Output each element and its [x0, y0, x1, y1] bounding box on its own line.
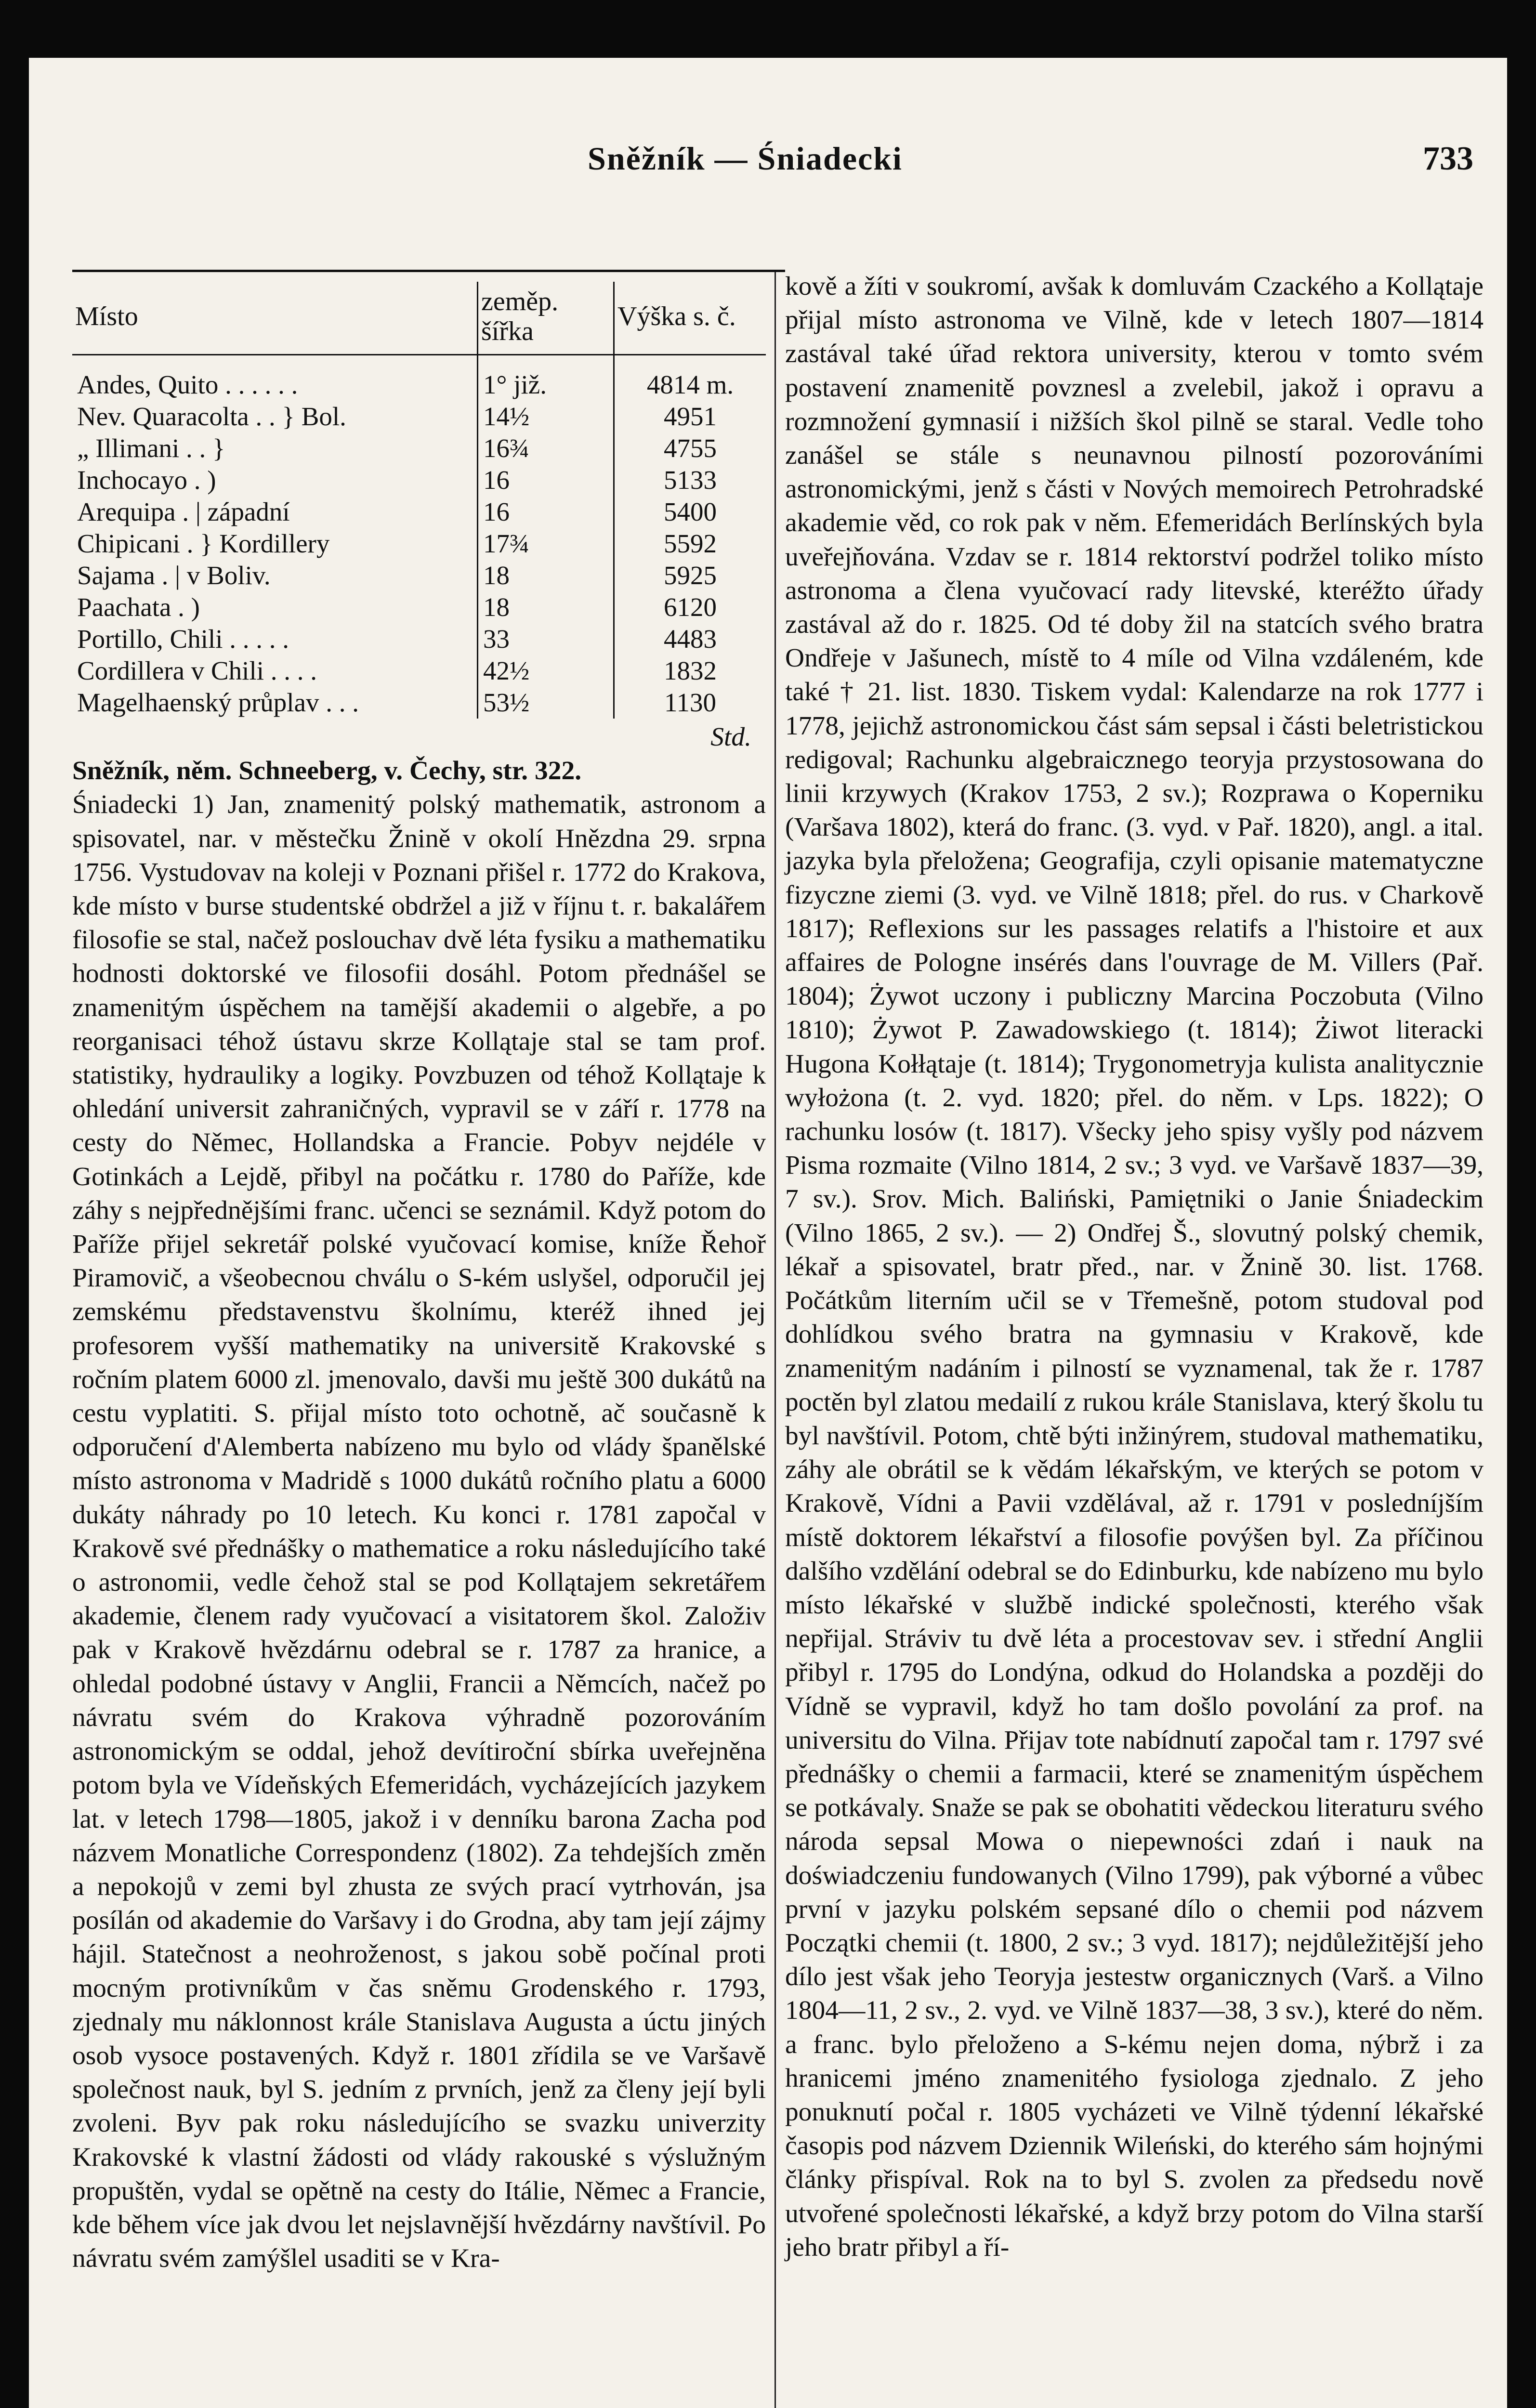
cell-place: Andes, Quito . . . . . . [77, 370, 298, 399]
table-row [72, 655, 766, 687]
cell-place: „ Illimani . . } [77, 433, 225, 463]
cell-altitude: 5133 [614, 464, 766, 496]
page-header [29, 140, 1507, 188]
table-row [72, 623, 766, 655]
col-header-latitude: zeměp. šířka [478, 282, 614, 355]
entry-sniadecki-continued: kově a žíti v soukromí, avšak k domluvám Czackého a Kollątaje přijal místo astronoma ve Vilně, kde v letech 1807—1814 zastával také úřad rektora university, kterou v tomto svém postavení znamenitě povznesl a zvelebil, jakož i opravu a rozmnožení gymnasií i nižších škol pilně se staral. Vedle toho zanášel se stále s neunavnou pilností pozorováními astronomickými, jenž s části v Nových memoirech Petrohradské akademie věd, co rok pak v něm. Efemeridách Berlínských byla uveřejňována. Vzdav se r. 1814 rektorství podržel toliko místo astronoma a člena vyučovací rady litevské, kteréžto úřady zastával až do r. 1825. Od té doby žil na statcích svého bratra Ondřeje v Jašunech, místě to 4 míle od Vilna vzdáleném, kde také † 21. list. 1830. Tiskem vydal: Kalendarze na rok 1777 i 1778, jejichž astronomickou část sám sepsal i části beletristickou redigoval; Rachunku algebraicznego teoryja przystosowana do linii krzywych (Krakov 1753, 2 sv.); Rozprawa o Koperniku (Varšava 1802), která do franc. (3. vyd. v Pař. 1820), angl. a ital. jazyka byla přeložena; Geografija, czyli opisanie matematyczne fizyczne ziemi (3. vyd. ve Vilně 1818; přel. do rus. v Charkově 1817); Reflexions sur les passages relatifs a l'histoire et aux affaires de Pologne insérés dans l'ouvrage de M. Villers (Pař. 1804); Żywot uczony i publiczny Marcina Poczobuta (Vilno 1810); Żywot P. Zawadowskiego (t. 1814); Żiwot literacki Hugona Kołłątaje (t. 1814); Trygonometryja kulista analitycznie wyłożona (t. 2. vyd. 1820; přel. do něm. v Lps. 1822); O rachunku losów (t. 1817). Všecky jeho spisy vyšly pod názvem Pisma rozmaite (Vilno 1814, 2 sv.; 3 vyd. ve Varšavě 1837—39, 7 sv.). Srov. Mich. Baliński, Pamiętniki o Janie Śniadeckim (Vilno 1865, 2 sv.). — 2) Ondřej Š., slovutný polský chemik, lékař a spisovatel, bratr před., nar. v Žnině 30. list. 1768. Počátkům literním učil se v Třemešně, potom studoval pod dohlídkou svého bratra na gymnasiu v Krakově, kde znamenitým nadáním i pilností se vyznamenal, tak že r. 1787 poctěn byl zlatou medailí z rukou krále Stanislava, který školu tu byl navštívil. Potom, chtě býti inžinýrem, studoval mathematiku, záhy ale obrátil se k vědám lékařským, ve kterých se potom v Krakově, Vídni a Pavii vzdělával, až r. 1791 v posledníjším místě doktorem lékařství a filosofie povýšen byl. Za příčinou dalšího vzdělání odebral se do Edinburku, kde nabízeno mu bylo místo lékařské v službě indické společnosti, kterého však nepřijal. Stráviv tu dvě léta a procestovav sev. i střední Anglii přibyl r. 1795 do Londýna, odkud do Holandska a později do Vídně se vypravil, když ho tam došlo povolání za prof. na universitu do Vilna. Přijav tote nabídnutí započal tam r. 1797 své přednášky o chemii a farmacii, které se znamenitým úspěchem se potkávaly. Snaže se pak se obohatiti vědeckou literaturu svého národa sepsal Mowa o niepewności zdań i nauk na doświadczeniu fundowanych (Vilno 1799), pak výborné a vůbec první v jazyku polském sepsané dílo o chemii pod názvem Początki chemii (t. 1800, 2 sv.; 3 vyd. 1817); nejdůležitější jeho dílo jest však jeho Teoryja jestestw organicznych (Varš. a Vilno 1804—11, 2 sv., 2. vyd. ve Vilně 1837—38, 3 sv.), které do něm. a franc. bylo přeloženo a S-kému nejen doma, nýbrž i za hranicemi jméno znamenitého fysiologa zjednalo. Z jeho ponuknutí počal r. 1805 vycházeti ve Vilně týdenní lékařské časopis pod názvem Dziennik Wileński, do kterého sám hojnými články přispíval. Rok na to byl S. zvolen za předsedu nově utvořené společnosti lékařské, a když brzy potom do Vilna starší jeho bratr přibyl a ří- [785, 272, 1483, 2262]
col-header-altitude: Výška s. č. [614, 282, 766, 355]
cell-latitude: 53½ [478, 687, 614, 719]
cell-latitude: 17¾ [478, 528, 614, 560]
cell-altitude: 6120 [614, 591, 766, 623]
cell-latitude: 14½ [478, 401, 614, 432]
running-title: Sněžník — Śniadecki [588, 140, 903, 177]
dictionary-page [29, 58, 1507, 2408]
cell-place: Chipicani . } Kordillery [77, 529, 330, 558]
cell-place: Magelhaenský průplav . . . [77, 688, 359, 717]
table-note: Std. [710, 722, 751, 752]
entry-sniadecki-jan: Śniadecki 1) Jan, znamenitý polský mathematik, astronom a spisovatel, nar. v městečku Žnině v okolí Hnězdna 29. srpna 1756. Vystudovav na koleji v Poznani přišel r. 1772 do Krakova, kde místo v burse studentské obdržel a již v říjnu t. r. bakalářem filosofie se stal, načež poslouchav dvě léta fysiku a mathematiku hodnosti doktorské ve filosofii dosáhl. Potom přednášel se znamenitým úspěchem na tamější akademii o algebře, a po reorganisaci téhož ústavu skrze Kollątaje stal se tam prof. statistiky, hydrauliky a logiky. Povzbuzen od téhož Kollątaje k ohledání universit zahraničných, vypravil se v září r. 1778 na cesty do Němec, Hollandska a Francie. Pobyv nejdéle v Gotinkách a Lejdě, přibyl na počátku r. 1780 do Paříže, kde záhy s nejpřednějšími franc. učenci se seznámil. Když potom do Paříže přijel sekretář polské vyučovací komise, kníže Řehoř Piramovič, a všeobecnou chválu o S-kém uslyšel, odporučil jej zemskému představenstvu školnímu, kteréž ihned jej profesorem vyšší mathematiky na universitě Krakovské s ročním platem 6000 zl. jmenovalo, davši mu ještě 300 dukátů na cestu vyplatiti. S. přijal místo toto ochotně, ač současně k odporučení d'Alemberta nabízeno mu bylo od vlády španělské místo astronoma v Madridě s 1000 dukátů ročního platu a 6000 dukáty náhrady po 10 letech. Ku konci r. 1781 započal v Krakově své přednášky o mathematice a roku následujícího také o astronomii, vedle čehož stal se pod Kollątajem sekretářem akademie, členem rady vyučovací a visitatorem škol. Založiv pak v Krakově hvězdárnu odebral se r. 1787 za hranice, a ohledal podobné ústavy v Anglii, Francii a Němcích, načež po návratu svém do Krakova výhradně pozorováním astronomickým se oddal, jehož devítiroční sbírka uveřejněna potom byla ve Vídeňských Efemeridách, vycházejících jazykem lat. v letech 1798—1805, jakož i v denníku barona Zacha pod názvem Monatliche Correspondenz (1802). Za tehdejších změn a nepokojů v zemi byl zhusta ze svých prací vytrhován, jsa posílán od akademie do Varšavy i do Grodna, aby tam její zájmy hájil. Statečnost a neohroženost, s jakou sobě počínal proti mocným protivníkům v čas sněmu Grodenského r. 1793, zjednaly mu náklonnost krále Stanislava Augusta a úctu jiných osob vysoce postavených. Když r. 1801 zřídila se ve Varšavě společnost nauk, byl S. jedním z prvních, jenž za členy její byli zvoleni. Byv pak roku následujícího se svazku univerzity Krakovské k vlastní žádosti od vlády rakouské s výslužným propuštěn, vydal se opětně na cesty do Itálie, Němec a Francie, kde během více jak dvou let nejslavnější hvězdárny navštívil. Po návratu svém zamýšlel usaditi se v Kra- [72, 790, 766, 2274]
cell-latitude: 33 [478, 623, 614, 655]
cell-latitude: 42½ [478, 655, 614, 687]
cell-latitude: 16 [478, 496, 614, 528]
column-divider [775, 272, 776, 2408]
cell-altitude: 4755 [614, 432, 766, 464]
cell-place: Paachata . ) [77, 592, 200, 622]
table-row [72, 496, 766, 528]
table-row [72, 528, 766, 560]
cell-altitude: 4483 [614, 623, 766, 655]
cell-altitude: 1130 [614, 687, 766, 719]
table-row [72, 560, 766, 591]
cell-latitude: 16¾ [478, 432, 614, 464]
cell-place: Arequipa . | západní [77, 497, 290, 526]
left-entry-text [72, 754, 766, 2276]
table-row [72, 401, 766, 432]
col-header-place: Místo [72, 282, 478, 355]
cell-place: Portillo, Chili . . . . . [77, 624, 289, 654]
cell-altitude: 5400 [614, 496, 766, 528]
cell-place: Sajama . | v Boliv. [77, 561, 271, 590]
cell-altitude: 4951 [614, 401, 766, 432]
table-row [72, 432, 766, 464]
table-row [72, 687, 766, 719]
altitude-table [72, 282, 766, 719]
table-header-row [72, 282, 766, 355]
entry-snieznik: Sněžník, něm. Schneeberg, v. Čechy, str. 322. [72, 756, 582, 786]
table-row [72, 591, 766, 623]
right-entry-text [785, 270, 1483, 2264]
left-column [72, 270, 766, 2276]
table-row [72, 355, 766, 401]
cell-altitude: 4814 m. [614, 355, 766, 401]
cell-latitude: 1° již. [478, 355, 614, 401]
cell-altitude: 5925 [614, 560, 766, 591]
cell-altitude: 1832 [614, 655, 766, 687]
right-column [785, 270, 1483, 2264]
cell-altitude: 5592 [614, 528, 766, 560]
page-number: 733 [1423, 140, 1473, 177]
cell-latitude: 18 [478, 591, 614, 623]
cell-latitude: 16 [478, 464, 614, 496]
cell-place: Cordillera v Chili . . . . [77, 656, 317, 685]
cell-place: Nev. Quaracolta . . } Bol. [77, 402, 346, 431]
table-row [72, 464, 766, 496]
cell-place: Inchocayo . ) [77, 465, 216, 495]
cell-latitude: 18 [478, 560, 614, 591]
